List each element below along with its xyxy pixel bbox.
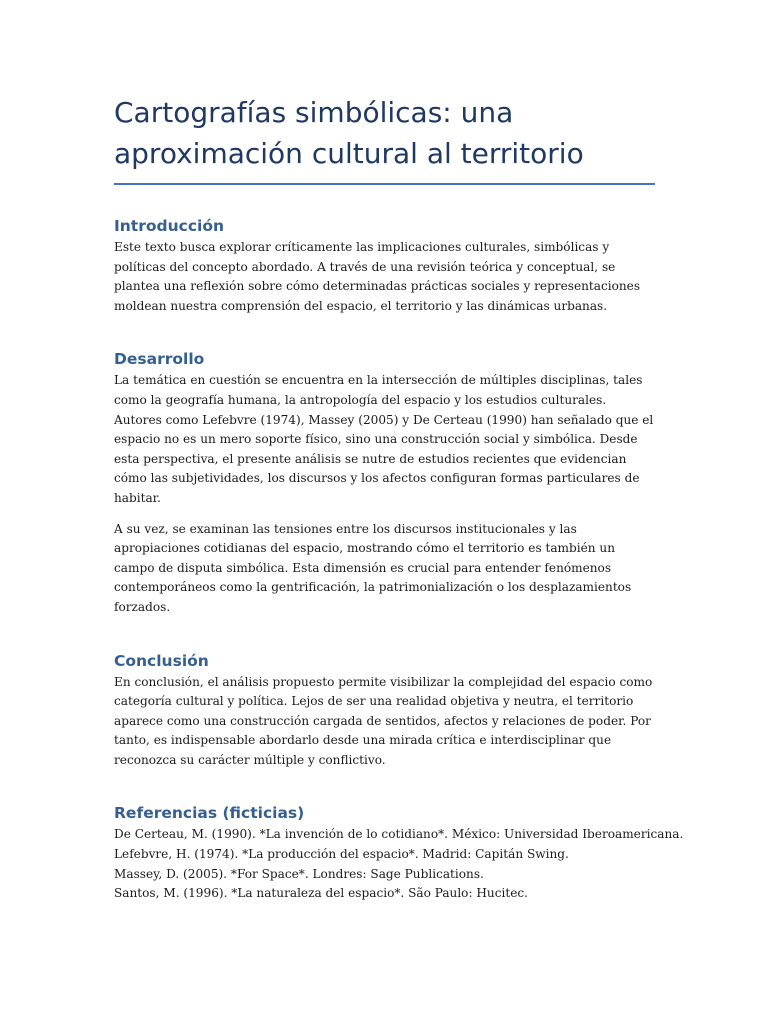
reference-item: Lefebvre, H. (1974). *La producción del espacio*. Madrid: Capitán Swing.	[114, 847, 569, 862]
reference-list	[114, 825, 684, 903]
paragraph-desarrollo-2: A su vez, se examinan las tensiones entre los discursos institucionales y las apropiaciones cotidianas del espacio, mostrando cómo el territorio es también un campo de disputa simbólica. Esta dimensión es crucial para entender fenómenos contemporáneos como la gentrificación, la patrimonialización o los desplazamientos forzados.	[114, 521, 632, 614]
section-heading-references: Referencias (ficticias)	[114, 804, 305, 823]
reference-item: Massey, D. (2005). *For Space*. Londres: Sage Publications.	[114, 866, 484, 881]
section-introduction	[114, 216, 655, 316]
section-heading-desarrollo: Desarrollo	[114, 350, 205, 369]
reference-item: De Certeau, M. (1990). *La invención de lo cotidiano*. México: Universidad Iberoamericana.	[114, 827, 684, 842]
section-references	[114, 803, 684, 903]
title-underline	[114, 183, 655, 185]
section-desarrollo	[114, 349, 655, 617]
paragraph-introduction: Este texto busca explorar críticamente las implicaciones culturales, simbólicas y políticas del concepto abordado. A través de una revisión teórica y conceptual, se plantea una reflexión sobre cómo determinadas prácticas sociales y representaciones moldean nuestra comprensión del espacio, el territorio y las dinámicas urbanas.	[114, 240, 641, 313]
paragraph-conclusion: En conclusión, el análisis propuesto permite visibilizar la complejidad del espacio como categoría cultural y política. Lejos de ser una realidad objetiva y neutra, el territorio aparece como una construcción cargada de sentidos, afectos y relaciones de poder. Por tanto, es indispensable abordarlo desde una mirada crítica e interdisciplinar que reconozca su carácter múltiple y conflictivo.	[114, 674, 653, 767]
paragraph-desarrollo-1: La temática en cuestión se encuentra en la intersección de múltiples disciplinas, tales como la geografía humana, la antropología del espacio y los estudios culturales. Autores como Lefebvre (1974), Massey (2005) y De Certeau (1990) han señalado que el espacio no es un mero soporte físico, sino una construcción social y simbólica. Desde esta perspectiva, el presente análisis se nutre de estudios recientes que evidencian cómo las subjetividades, los discursos y los afectos configuran formas particulares de habitar.	[114, 373, 654, 505]
document-page	[114, 92, 684, 904]
document-title: Cartografías simbólicas: una aproximación cultural al territorio	[114, 96, 584, 170]
section-conclusion	[114, 651, 655, 771]
section-heading-conclusion: Conclusión	[114, 651, 209, 670]
reference-item: Santos, M. (1996). *La naturaleza del espacio*. São Paulo: Hucitec.	[114, 886, 528, 901]
section-heading-introduction: Introducción	[114, 217, 225, 235]
